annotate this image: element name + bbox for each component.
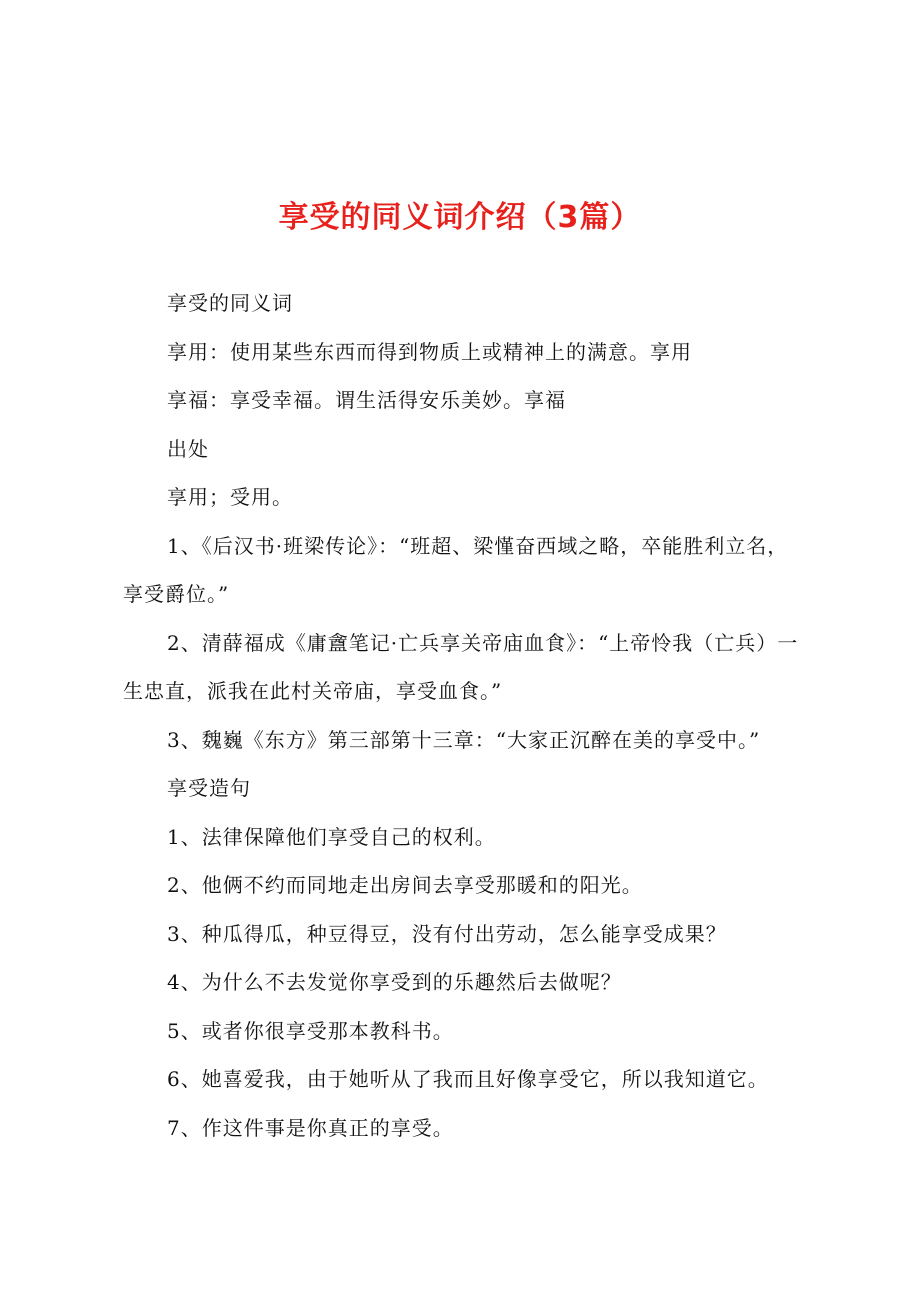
- example-sentence-5: 5、或者你很享受那本教科书。: [167, 1018, 454, 1043]
- example-sentence-2: 2、他俩不约而同地走出房间去享受那暖和的阳光。: [167, 873, 643, 897]
- source-citation-1: 1、《后汉书·班梁传论》：“班超、梁慬奋西域之略，卒能胜利立名，享受爵位。”: [123, 533, 789, 606]
- example-sentence-4: 4、为什么不去发觉你享受到的乐趣然后去做呢？: [167, 970, 622, 994]
- document-title: 享受的同义词介绍（3篇）: [278, 200, 642, 235]
- source-citation-2: 2、清薛福成《庸盦笔记·亡兵享关帝庙血食》：“上帝怜我（亡兵）一生忠直，派我在此村关帝庙，享受血食。”: [123, 630, 799, 703]
- example-sentence-7: 7、作这件事是你真正的享受。: [167, 1115, 454, 1140]
- section-heading-sentences: 享受造句: [167, 776, 251, 800]
- section-heading-source: 出处: [167, 436, 209, 461]
- example-sentence-1: 1、法律保障他们享受自己的权利。: [167, 824, 496, 849]
- source-citation-3: 3、魏巍《东方》第三部第十三章：“大家正沉醉在美的享受中。”: [167, 727, 761, 752]
- source-definition: 享用；受用。: [167, 485, 293, 509]
- section-heading-synonyms: 享受的同义词: [167, 291, 293, 315]
- example-sentence-6: 6、她喜爱我，由于她听从了我而且好像享受它，所以我知道它。: [167, 1067, 769, 1091]
- synonym-entry-xiangyong: 享用：使用某些东西而得到物质上或精神上的满意。享用: [167, 339, 692, 364]
- document-body: [123, 279, 803, 1152]
- example-sentence-3: 3、种瓜得瓜，种豆得豆，没有付出劳动，怎么能享受成果？: [167, 921, 727, 946]
- synonym-entry-xiangfu: 享福：享受幸福。谓生活得安乐美妙。享福: [167, 388, 566, 412]
